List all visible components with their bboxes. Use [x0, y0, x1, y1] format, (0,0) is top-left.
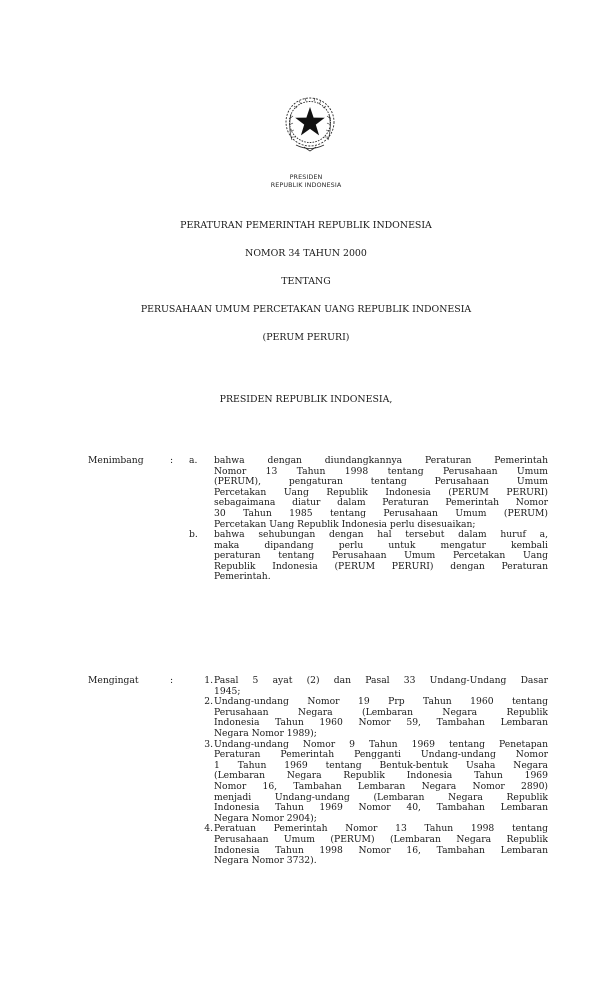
text-line: 1 Tahun 1969 tentang Bentuk-bentuk Usaha Negara [214, 759, 548, 771]
text-line: menjadi Undang-undang (Lembaran Negara Republik [214, 791, 548, 803]
item-text [214, 824, 548, 866]
item-text [214, 740, 548, 825]
issuer-line-president: PRESIDEN [289, 173, 323, 181]
text-line: 1945; [214, 685, 241, 697]
item-marker: 2. [204, 696, 213, 708]
text-line: Indonesia Tahun 1969 Nomor 40, Tambahan Lembaran [214, 802, 548, 814]
text-line: maka dipandang perlu untuk mengatur kembali [214, 539, 548, 551]
item-text [214, 530, 548, 583]
text-line: Peraturan Pemerintah Pengganti Undang-undang Nomor [214, 749, 548, 761]
item-marker: 1. [204, 675, 213, 686]
text-line: bahwa dengan diundangkannya Peraturan Pemerintah [214, 455, 548, 466]
item-text [214, 456, 548, 530]
text-line: Percetakan Uang Republik Indonesia (PERUM PERURI) [214, 486, 548, 498]
text-line: Nomor 16, Tambahan Lembaran Negara Nomor 2890) [214, 780, 548, 792]
text-line: Undang-undang Nomor 19 Prp Tahun 1960 tentang [214, 696, 548, 708]
item-marker: a. [189, 455, 198, 466]
regulation-number: NOMOR 34 TAHUN 2000 [245, 248, 367, 259]
about-heading: TENTANG [281, 276, 331, 287]
text-line: Undang-undang Nomor 9 Tahun 1969 tentang Penetapan [214, 738, 548, 750]
regulation-abbreviation: (PERUM PERURI) [262, 332, 350, 343]
text-line: Perusahaan Umum (PERUM) (Lembaran Negara Republik [214, 833, 548, 845]
text-line: Pasal 5 ayat (2) dan Pasal 33 Undang-Undang Dasar [214, 675, 548, 686]
text-line: Percetakan Uang Republik Indonesia perlu disesuaikan; [214, 518, 476, 530]
text-line: Negara Nomor 2904); [214, 812, 317, 824]
text-line: Indonesia Tahun 1960 Nomor 59, Tambahan Lembaran [214, 717, 548, 729]
text-line: Perusahaan Negara (Lembaran Negara Republik [214, 706, 548, 718]
enacting-authority: PRESIDEN REPUBLIK INDONESIA, [219, 394, 393, 405]
text-line: (PERUM), pengaturan tentang Perusahaan Umum [214, 476, 548, 488]
text-line: Negara Nomor 1989); [214, 727, 317, 739]
item-text [214, 676, 548, 697]
text-line: Pemerintah. [214, 571, 271, 583]
text-line: Negara Nomor 3732). [214, 855, 317, 867]
text-line: Republik Indonesia (PERUM PERURI) dengan Peraturan [214, 560, 548, 572]
text-line: Indonesia Tahun 1998 Nomor 16, Tambahan Lembaran [214, 844, 548, 856]
text-line: peraturan tentang Perusahaan Umum Percetakan Uang [214, 550, 548, 562]
item-marker: 4. [204, 823, 213, 835]
menimbang-label: Menimbang [88, 455, 144, 466]
garuda-emblem-icon [282, 84, 338, 164]
mengingat-label: Mengingat [88, 675, 139, 686]
text-line: Nomor 13 Tahun 1998 tentang Perusahaan Umum [214, 465, 548, 477]
text-line: 30 Tahun 1985 tentang Perusahaan Umum (PERUM) [214, 507, 548, 519]
mengingat-colon: : [170, 675, 174, 686]
item-text [214, 697, 548, 739]
regulation-subject: PERUSAHAAN UMUM PERCETAKAN UANG REPUBLIK INDONESIA [140, 304, 472, 315]
item-marker: b. [189, 529, 198, 540]
text-line: (Lembaran Negara Republik Indonesia Tahun 1969 [214, 770, 548, 782]
item-marker: 3. [204, 738, 213, 750]
menimbang-colon: : [170, 455, 174, 466]
text-line: Peratuan Pemerintah Nomor 13 Tahun 1998 tentang [214, 823, 548, 835]
regulation-title: PERATURAN PEMERINTAH REPUBLIK INDONESIA [180, 220, 432, 231]
text-line: sebagaimana diatur dalam Peraturan Pemerintah Nomor [214, 497, 548, 509]
issuer-line-republic: REPUBLIK INDONESIA [270, 181, 342, 189]
text-line: bahwa sehubungan dengan hal tersebut dalam huruf a, [214, 529, 548, 540]
